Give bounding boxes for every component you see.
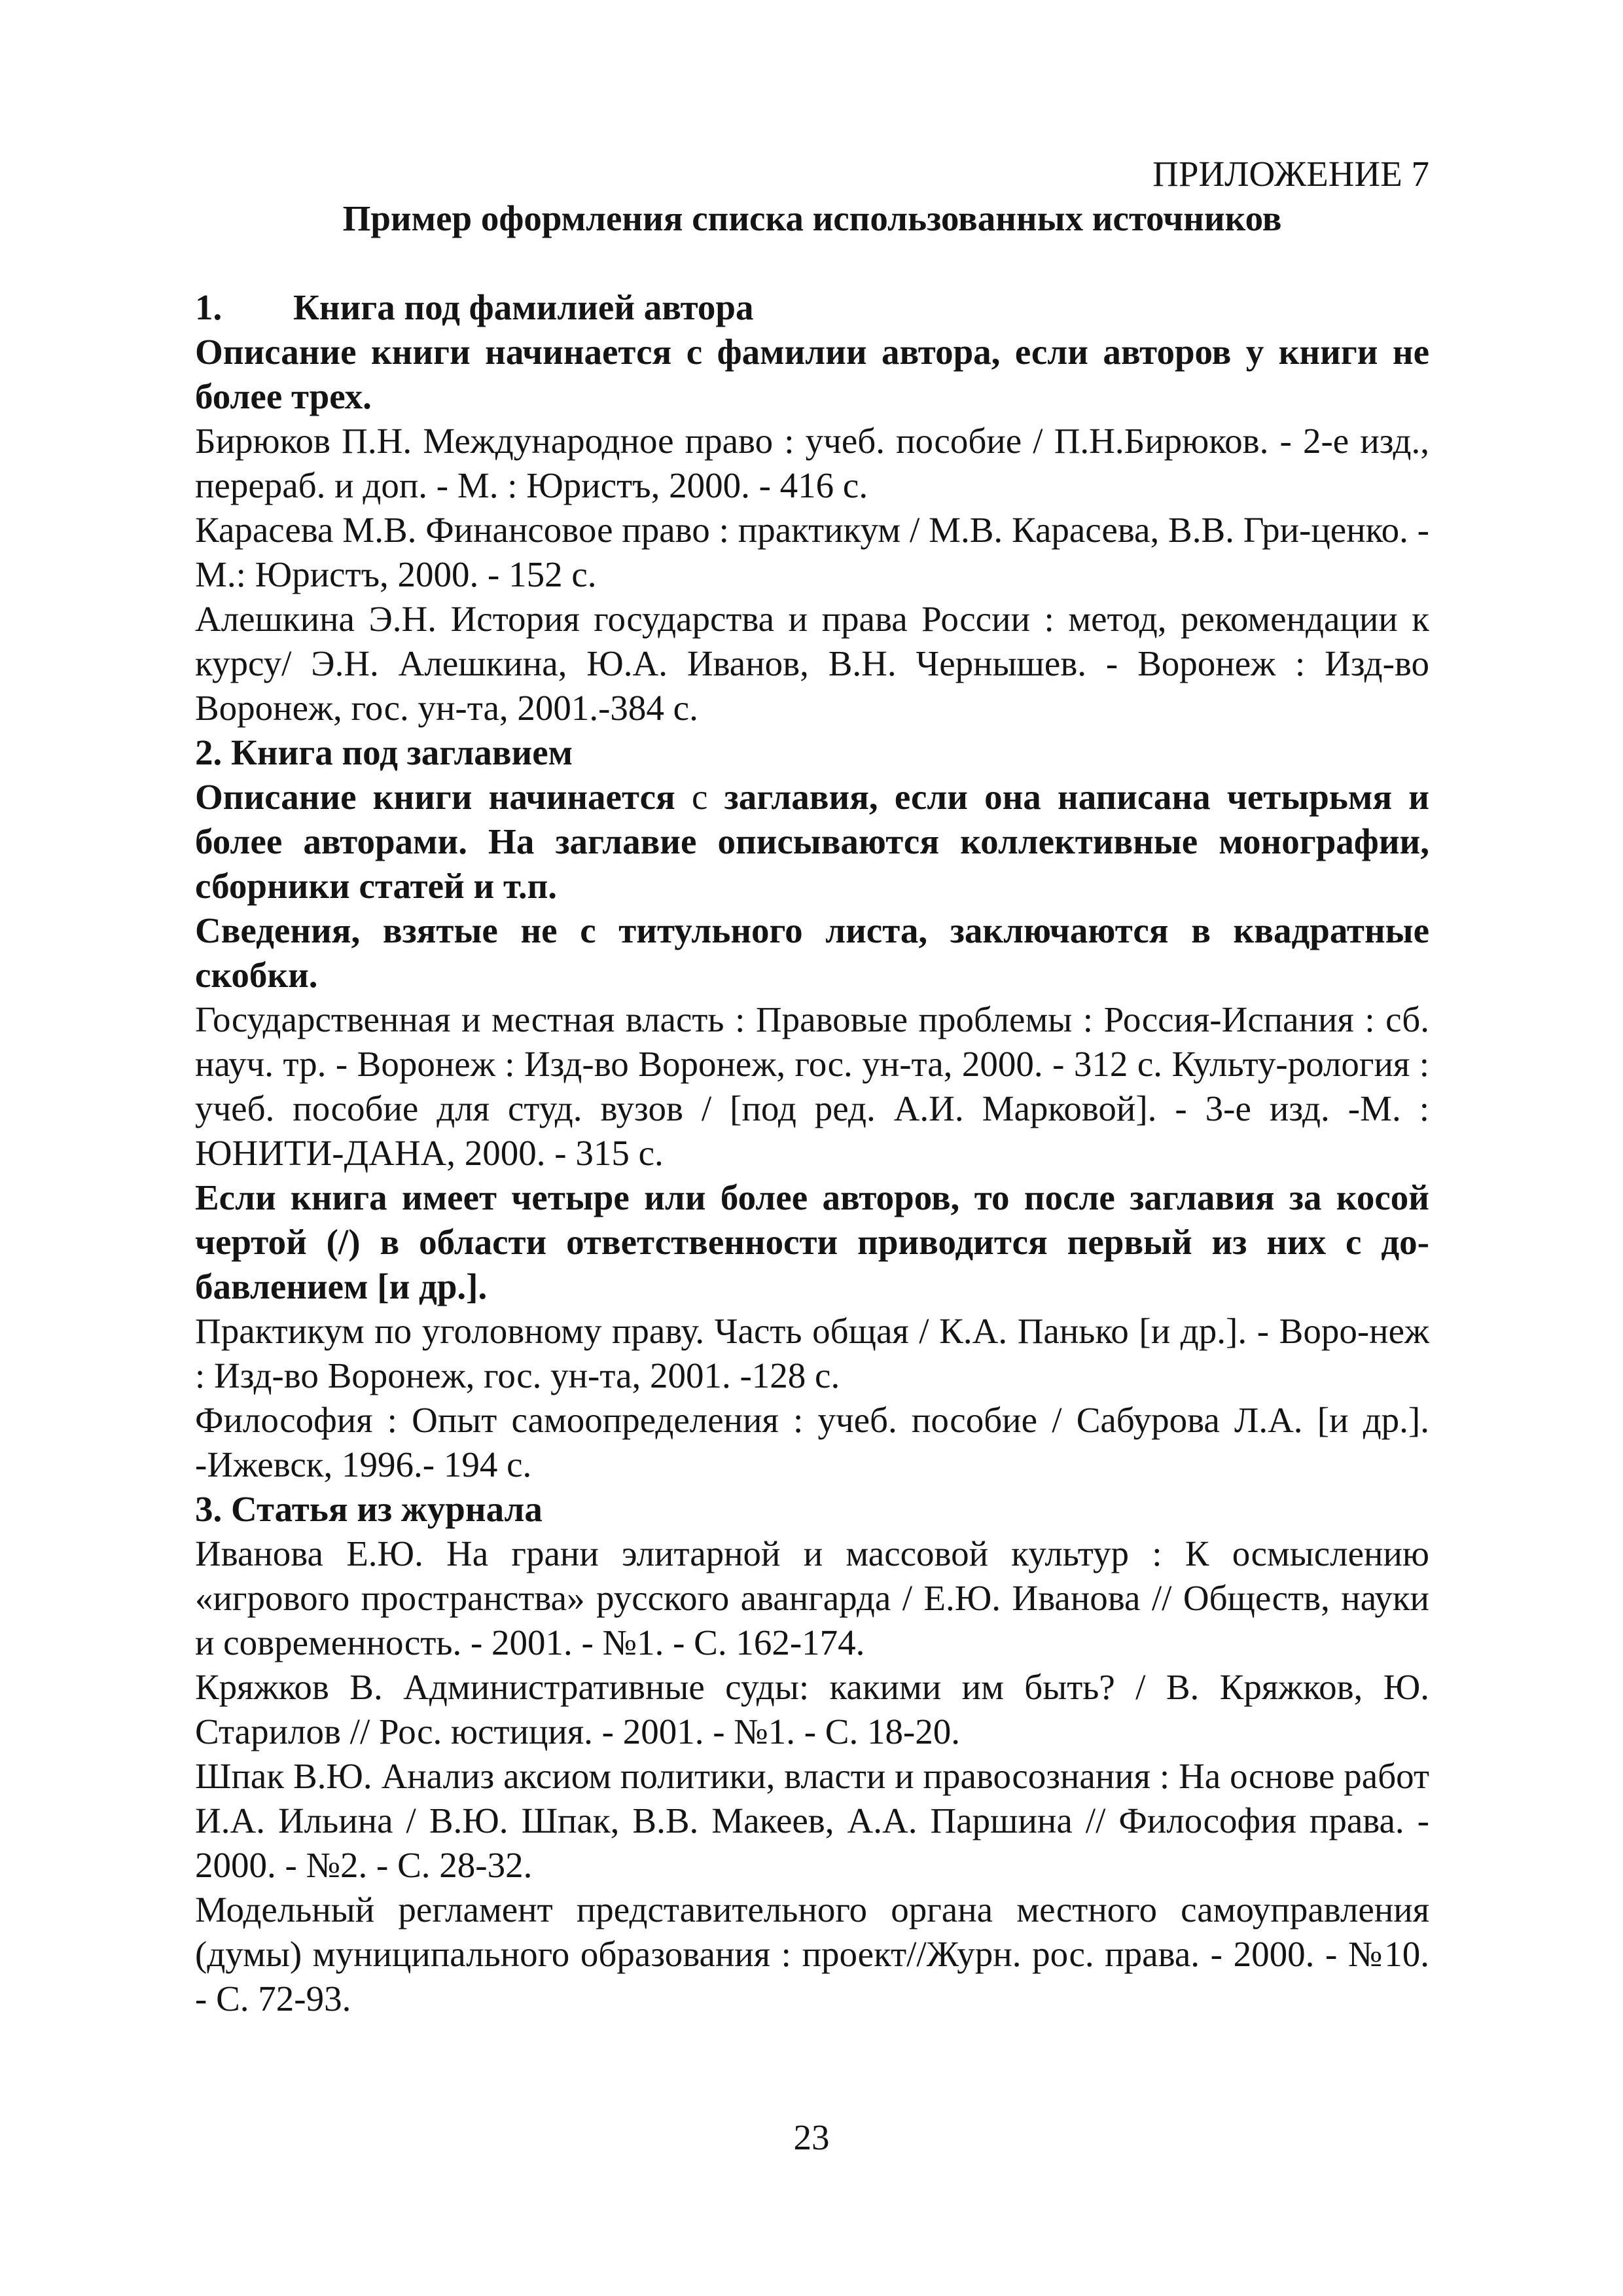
list-item: Государственная и местная власть : Правовые проблемы : Россия-Испания : сб. науч. тр. - Воронеж : Изд-во Воронеж, гос. ун-та, 2000. - 312 с. Культу-рология : учеб. пособие для студ. вузов / [под ред. А.И. Марковой]. - 3-е изд. -М. : ЮНИТИ-ДАНА, 2000. - 315 с. xyxy=(195,999,1429,1173)
list-item: Алешкина Э.Н. История государства и права России : метод, рекомендации к курсу/ Э.Н. Алешкина, Ю.А. Иванов, В.Н. Чернышев. - Воронеж : Изд-во Воронеж, гос. ун-та, 2001.-384 с. xyxy=(195,599,1429,728)
appendix-label: ПРИЛОЖЕНИЕ 7 xyxy=(1152,154,1429,194)
list-item: Шпак В.Ю. Анализ аксиом политики, власти и правосознания : На основе работ И.А. Ильина / В.Ю. Шпак, В.В. Макеев, А.А. Паршина // Философия права. - 2000. - №2. - С. 28-32. xyxy=(195,1756,1429,1885)
section-2-rule-part1: Описание книги начинается xyxy=(195,777,675,817)
section-3 xyxy=(195,1487,1429,2021)
section-1-number: 1. xyxy=(195,287,223,327)
list-item: Модельный регламент представительного органа местного самоуправления (думы) муниципального образования : проект//Журн. рос. права. - 2000. - №10. - С. 72-93. xyxy=(195,1890,1429,2018)
section-2-rule-part2: заглавия, если она написана четырьмя и более авторами. На заглавие описываются коллективные монографии, сборники статей и т.п. xyxy=(195,777,1429,906)
list-item: Бирюков П.Н. Международное право : учеб. пособие / П.Н.Бирюков. - 2-е изд., перераб. и доп. - М. : Юристъ, 2000. - 416 с. xyxy=(195,421,1429,505)
list-item: Философия : Опыт самоопределения : учеб. пособие / Сабурова Л.А. [и др.]. -Ижевск, 1996.- 194 с. xyxy=(195,1400,1429,1484)
list-item: Карасева М.В. Финансовое право : практикум / М.В. Карасева, В.В. Гри-ценко. - М.: Юристъ, 2000. - 152 с. xyxy=(195,510,1429,594)
list-item: Практикум по уголовному праву. Часть общая / К.А. Панько [и др.]. - Воро-неж : Изд-во Воронеж, гос. ун-та, 2001. -128 с. xyxy=(195,1311,1429,1395)
list-item: Иванова Е.Ю. На грани элитарной и массовой культур : К осмыслению «игрового пространства» русского авангарда / Е.Ю. Иванова // Обществ, науки и современность. - 2001. - №1. - С. 162-174. xyxy=(195,1534,1429,1662)
page-content xyxy=(195,152,1429,2021)
section-1-title: Книга под фамилией автора xyxy=(293,287,754,327)
section-2-heading: 2. Книга под заглавием xyxy=(195,732,573,772)
page-number: 23 xyxy=(793,2117,830,2157)
section-3-heading: 3. Статья из журнала xyxy=(195,1489,543,1529)
section-2-rule-brackets: Сведения, взятые не с титульного листа, заключаются в квадратные скобки. xyxy=(195,910,1429,995)
section-1-rule: Описание книги начинается с фамилии автора, если авторов у книги не более трех. xyxy=(195,332,1429,416)
section-1-heading xyxy=(195,285,1429,330)
section-1 xyxy=(195,285,1429,730)
section-2-rule-connector: с xyxy=(675,777,724,817)
page-title: Пример оформления списка использованных источников xyxy=(342,198,1282,238)
section-2-rule-four-authors: Если книга имеет четыре или более авторов, то после заглавия за косой чертой (/) в области ответственности приводится первый из них с до-бавлением [и др.]. xyxy=(195,1177,1429,1306)
list-item: Кряжков В. Административные суды: какими им быть? / В. Кряжков, Ю. Старилов // Рос. юстиция. - 2001. - №1. - С. 18-20. xyxy=(195,1667,1429,1751)
section-2-rule xyxy=(195,775,1429,908)
section-2 xyxy=(195,730,1429,1487)
